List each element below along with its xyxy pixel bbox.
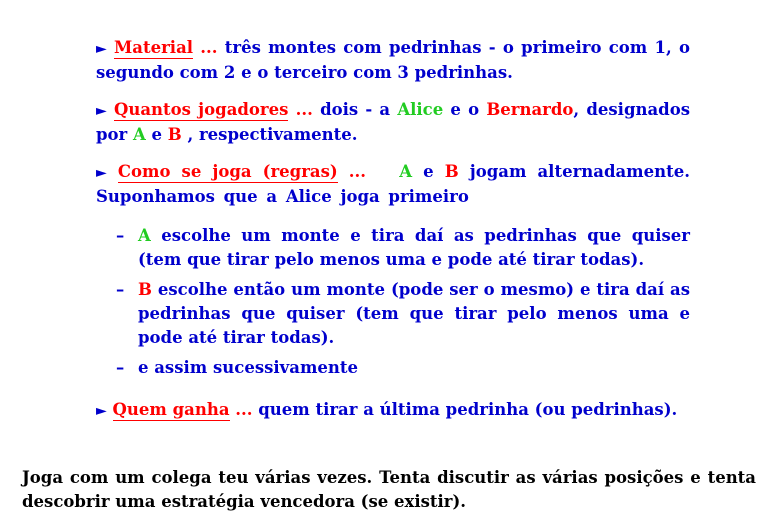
rule-text <box>138 278 690 350</box>
triangle-bullet-icon: ► <box>96 165 107 181</box>
item-text: jogam alternadamente. Suponhamos que a Alice joga primeiro <box>96 162 690 206</box>
player-a: A <box>399 162 413 181</box>
item-players <box>96 98 690 147</box>
item-rules <box>96 160 690 209</box>
ellipsis: ... <box>295 100 313 119</box>
ellipsis: ... <box>235 400 253 419</box>
item-text: dois - a <box>312 100 398 119</box>
rule-item <box>116 224 690 272</box>
triangle-bullet-icon: ► <box>96 103 107 119</box>
ellipsis: ... <box>348 162 367 181</box>
item-text: , respectivamente. <box>181 125 358 144</box>
ellipsis: ... <box>200 38 218 57</box>
item-text: e <box>145 125 168 144</box>
rule-text <box>138 224 690 272</box>
heading-rules: Como se joga (regras) <box>117 162 338 181</box>
name-bernardo: Bernardo <box>486 100 574 119</box>
player-b: B <box>444 162 459 181</box>
item-text: três montes com pedrinhas - o primeiro com 1, o segundo com 2 e o terceiro com 3 pedrinhas. <box>96 38 690 82</box>
dash-bullet: – <box>116 280 125 299</box>
item-text: , designados por <box>96 100 691 144</box>
rule-item <box>116 278 690 350</box>
heading-winner: Quem ganha <box>112 400 230 419</box>
heading-material: Material <box>114 38 194 57</box>
dash-bullet: – <box>116 358 125 377</box>
player-b: B <box>138 280 152 299</box>
item-text: quem tirar a última pedrinha (ou pedrinhas). <box>252 400 678 419</box>
footer-instructions: Joga com um colega teu várias vezes. Tenta discutir as várias posições e tenta descobrir uma estratégia vencedora (se existir). <box>22 468 756 511</box>
player-b: B <box>167 125 182 144</box>
name-alice: Alice <box>397 100 444 119</box>
item-winner <box>96 398 690 423</box>
heading-players: Quantos jogadores <box>114 100 289 119</box>
rule-body: escolhe então um monte (pode ser o mesmo) e tira daí as pedrinhas que quiser (tem que tirar pelo menos uma e pode até tirar todas). <box>138 280 690 347</box>
item-text: e o <box>443 100 487 119</box>
rule-item <box>116 356 690 380</box>
triangle-bullet-icon: ► <box>96 403 107 419</box>
dash-bullet: – <box>116 226 125 245</box>
item-text: e <box>412 162 445 181</box>
rule-text: e assim sucessivamente <box>138 358 359 377</box>
item-material <box>96 36 690 85</box>
player-a: A <box>132 125 146 144</box>
player-a: A <box>138 226 151 245</box>
triangle-bullet-icon: ► <box>96 41 107 57</box>
rule-body: escolhe um monte e tira daí as pedrinhas que quiser (tem que tirar pelo menos uma e pode até tirar todas). <box>138 226 690 269</box>
